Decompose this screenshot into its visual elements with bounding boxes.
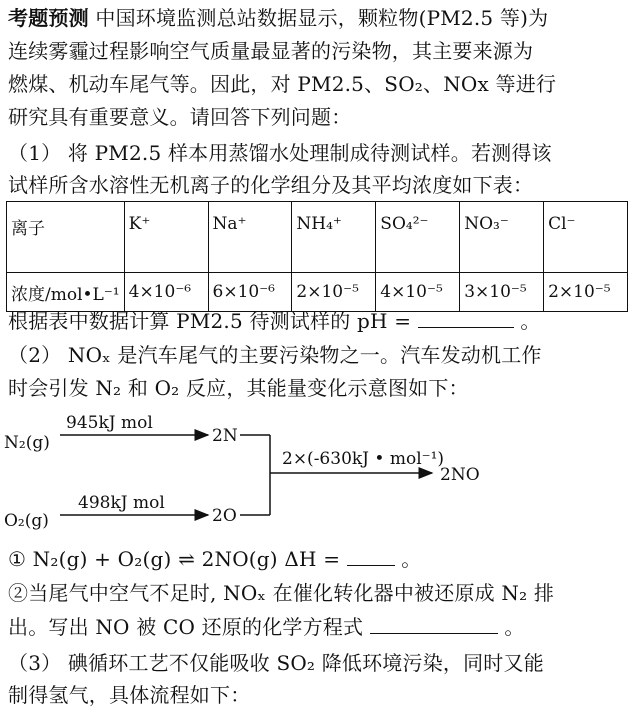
- table-cell: 2×10⁻⁵: [292, 273, 376, 312]
- table-header-cell: NO₃⁻: [460, 202, 544, 273]
- q3-line-1: （3） 碘循环工艺不仅能吸收 SO₂ 降低环境污染，同时又能: [8, 651, 544, 675]
- o2-bond-energy: 498kJ mol: [78, 493, 165, 513]
- table-header-cell: SO₄²⁻: [376, 202, 460, 273]
- table-header-cell: NH₄⁺: [292, 202, 376, 273]
- intro-line-3: 燃煤、机动车尾气等。因此，对 PM2.5、SO₂、NOx 等进行: [8, 72, 557, 96]
- q1-line-2: 试样所含水溶性无机离子的化学组分及其平均浓度如下表：: [8, 173, 534, 197]
- q2-sub-1: ① N₂(g) + O₂(g) ⇌ 2NO(g) ΔH = 。: [8, 547, 422, 571]
- q3-line-2: 制得氢气，具体流程如下：: [8, 683, 251, 707]
- q2-sub-3: 出。写出 NO 被 CO 还原的化学方程式 。: [8, 615, 525, 639]
- table-cell: 3×10⁻⁵: [460, 273, 544, 312]
- q1-ph-line: 根据表中数据计算 PM2.5 待测试样的 pH = 。: [8, 309, 541, 333]
- question-label: 考题预测: [8, 6, 89, 30]
- table-header-cell: Na⁺: [208, 202, 292, 273]
- delta-h-answer-blank[interactable]: [347, 547, 395, 566]
- two-o-label: 2O: [212, 506, 237, 526]
- q2-sub-2: ②当尾气中空气不足时, NOₓ 在催化转化器中被还原成 N₂ 排: [8, 581, 555, 605]
- table-cell: 2×10⁻⁵: [544, 273, 628, 312]
- q1-line-1: （1） 将 PM2.5 样本用蒸馏水处理制成待测试样。若测得该: [8, 141, 552, 165]
- energy-diagram: [0, 405, 640, 540]
- n2-bond-energy: 945kJ mol: [66, 413, 153, 433]
- intro-line-1: 考题预测 中国环境监测总站数据显示，颗粒物(PM2.5 等)为: [8, 6, 549, 30]
- table-cell: 4×10⁻⁵: [376, 273, 460, 312]
- q2-line-1: （2） NOₓ 是汽车尾气的主要污染物之一。汽车发动机工作: [8, 343, 542, 367]
- n2-label: N₂(g): [4, 433, 50, 453]
- equation-answer-blank[interactable]: [370, 615, 498, 634]
- table-header-cell: K⁺: [124, 202, 208, 273]
- table-cell: 4×10⁻⁶: [124, 273, 208, 312]
- o2-label: O₂(g): [4, 511, 49, 531]
- product-label: 2NO: [440, 465, 480, 485]
- two-n-label: 2N: [212, 426, 238, 446]
- table-header-row: [7, 202, 628, 273]
- table-header-cell: Cl⁻: [544, 202, 628, 273]
- table-row-label: 浓度/mol•L⁻¹: [7, 273, 125, 312]
- no-formation-energy: 2×(-630kJ • mol⁻¹): [282, 449, 445, 469]
- intro-line-4: 研究具有重要意义。请回答下列问题：: [8, 105, 352, 129]
- table-cell: 6×10⁻⁶: [208, 273, 292, 312]
- table-header-cell: 离子: [7, 202, 125, 273]
- ion-concentration-table: [6, 201, 628, 312]
- q2-line-2: 时会引发 N₂ 和 O₂ 反应，其能量变化示意图如下：: [8, 376, 469, 400]
- intro-line-2: 连续雾霾过程影响空气质量最显著的污染物，其主要来源为: [8, 39, 534, 63]
- ph-answer-blank[interactable]: [418, 309, 514, 328]
